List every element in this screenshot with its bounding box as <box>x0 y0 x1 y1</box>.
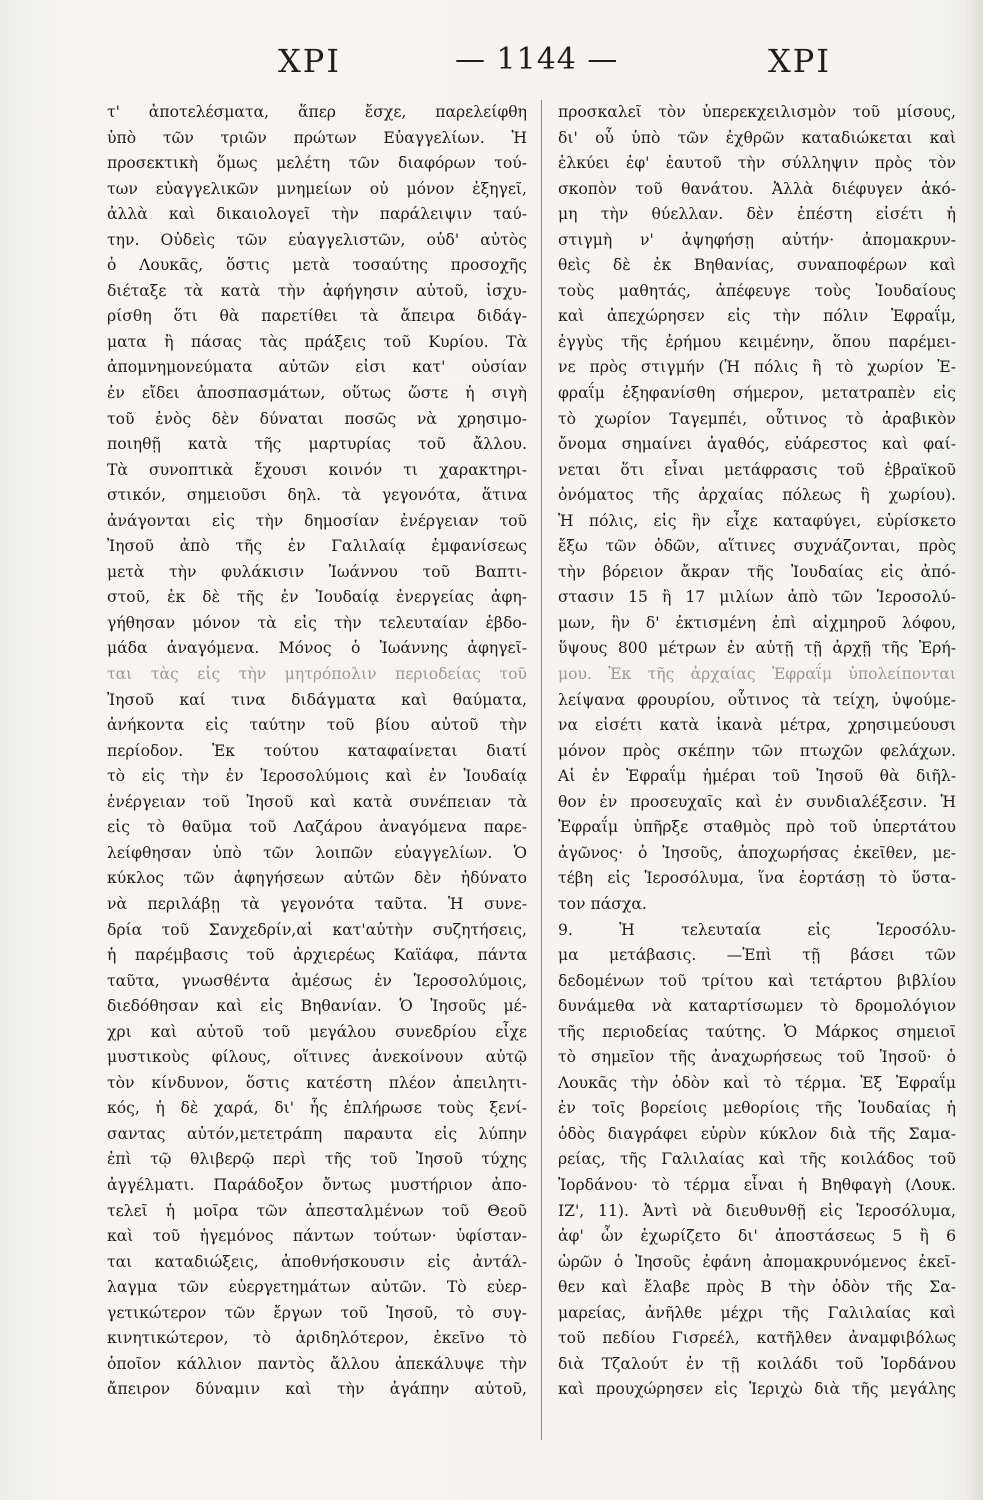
text-line: ται καταδιώξεις, ἀποθνήσκουσιν εἰς ἀντάλ- <box>107 1252 527 1271</box>
text-line: διεδόθησαν καὶ εἰς Βηθανίαν. Ὁ Ἰησοῦς μέ- <box>107 997 527 1016</box>
text-line: μυστικοὺς φίλους, οἵτινες ἀνεκοίνουν αὐτῷ <box>107 1048 527 1067</box>
text-line: ὀνόματος τῆς ἀρχαίας πόλεως ἢ χωρίου). <box>558 486 956 505</box>
text-line: ἀλλὰ καὶ δικαιολογεῖ τὴν παράλειψιν ταύ- <box>107 205 527 224</box>
text-line: Τὰ συνοπτικὰ ἔχουσι κοινόν τι χαρακτηρι- <box>107 460 527 479</box>
text-line: μαρείας, ἀνῆλθε μέχρι τῆς Γαλιλαίας καὶ <box>558 1303 956 1322</box>
text-line: ἀπομνημονεύματα αὐτῶν εἰσι κατ' οὐσίαν <box>107 358 527 377</box>
running-header <box>100 42 860 92</box>
text-line: ταῦτα, γνωσθέντα ἀμέσως ἐν Ἱεροσολύμοις, <box>107 971 527 990</box>
text-line: τὸ χωρίον Ταγεμπέι, οὗτινος τὸ ἀραβικὸν <box>558 409 956 428</box>
text-line: ὡρῶν ὁ Ἰησοῦς ἐφάνη ἀπομακρυνόμενος ἐκεῖ- <box>558 1252 956 1271</box>
text-line: ὑπὸ τῶν τριῶν πρώτων Εὐαγγελίων. Ἡ <box>107 128 527 147</box>
text-line: εἰς τὸ θαῦμα τοῦ Λαζάρου ἀναγόμενα παρε- <box>107 818 527 837</box>
text-line: 9. Ἡ τελευταία εἰς Ἱεροσόλυ- <box>558 920 956 939</box>
text-line: ἑλκύει ἐφ' ἑαυτοῦ τὴν σύλληψιν πρὸς τὸν <box>558 154 956 173</box>
text-line: θον ἐν προσευχαῖς καὶ ἐν συνδιαλέξεσιν. Ἡ <box>558 792 956 811</box>
left-text-column <box>107 100 527 1403</box>
text-line: λαγμα τῶν εὐεργετημάτων αὐτῶν. Τὸ εὐερ- <box>107 1278 527 1297</box>
text-line: δρία τοῦ Σανχεδρίν,αἱ κατ'αὐτὴν συζητήσεις, <box>107 920 527 939</box>
text-line: προσκαλεῖ τὸν ὑπερεκχειλισμὸν τοῦ μίσους, <box>558 103 956 121</box>
text-line: κινητικώτερον, τὸ ἀριδηλότερον, ἐκεῖνο τὸ <box>107 1329 527 1348</box>
text-line: μετὰ τὴν φυλάκισιν Ἰωάννου τοῦ Βαπτι- <box>107 562 527 581</box>
text-line: τὸ σημεῖον τῆς ἀναχωρήσεως τοῦ Ἰησοῦ· ὁ <box>558 1048 956 1067</box>
page-number: — 1144 — <box>455 42 619 77</box>
text-line: στοῦ, ἐκ δὲ τῆς ἐν Ἰουδαίᾳ ἐνεργείας ἀφη- <box>107 588 527 607</box>
text-line: καὶ τοῦ ἡγεμόνος πάντων τούτων· ὑφίσταν- <box>107 1227 527 1246</box>
text-line: κός, ἡ δὲ χαρά, δι' ἧς ἐπλήρωσε τοὺς ξενί- <box>107 1099 527 1118</box>
text-line: τέβη εἰς Ἱεροσόλυμα, ἵνα ἑορτάσῃ τὸ ὕστα- <box>558 869 956 888</box>
text-line: ἐγγὺς τῆς ἐρήμου κειμένην, ὅπου παρέμει- <box>558 332 956 351</box>
text-line: τὴν βόρειον ἄκραν τῆς Ἰουδαίας εἰς ἀπό- <box>558 562 956 581</box>
text-line: ΙΖ', 11). Ἀντὶ νὰ διευθυνθῇ εἰς Ἱεροσόλυμα, <box>558 1201 956 1220</box>
right-text-column <box>558 100 956 1403</box>
text-line: λείφθησαν ὑπὸ τῶν λοιπῶν εὐαγγελίων. Ὁ <box>107 843 527 862</box>
text-line: ρείας, τῆς Γαλιλαίας καὶ τῆς κοιλάδος τοῦ <box>558 1150 956 1169</box>
text-line: δυνάμεθα νὰ καταρτίσωμεν τὸ δρομολόγιον <box>558 997 956 1016</box>
text-line: νὰ περιλάβῃ τὰ γεγονότα ταῦτα. Ἡ συνε- <box>107 894 527 913</box>
text-line: τὸν κίνδυνον, ὅστις κατέστη πλέον ἀπειλητι- <box>107 1073 527 1092</box>
text-line: ἐν τοῖς βορείοις μεθορίοις τῆς Ἰουδαίας ἡ <box>558 1099 956 1118</box>
text-line: διέταξε τὰ κατὰ τὴν ἀφήγησιν αὐτοῦ, ἰσχυ- <box>107 281 527 300</box>
text-line: τῆς περιοδείας ταύτης. Ὁ Μάρκος σημειοῖ <box>558 1022 956 1041</box>
text-line: τὸ εἰς τὴν ἐν Ἱεροσολύμοις καὶ ἐν Ἰουδαίᾳ <box>107 767 527 786</box>
text-line: γήθησαν μόνον τὰ εἰς τὴν τελευταίαν ἑβδο- <box>107 613 527 632</box>
text-line: φραΐμ ἐξηφανίσθη σήμερον, μετατραπὲν εἰς <box>558 384 956 403</box>
text-line: Αἱ ἐν Ἐφραΐμ ἡμέραι τοῦ Ἰησοῦ θὰ διῆλ- <box>558 767 956 786</box>
text-line: Ἰησοῦ ἀπὸ τῆς ἐν Γαλιλαίᾳ ἐμφανίσεως <box>107 537 527 556</box>
text-line: τελεῖ ἡ μοῖρα τῶν ἀπεσταλμένων τοῦ Θεοῦ <box>107 1201 527 1220</box>
text-line: ὁδὸς διαγράφει εὐρὺν κύκλον διὰ τῆς Σαμα- <box>558 1124 956 1143</box>
text-line: ρίσθη ὅτι θὰ παρετίθει τὰ ἄπειρα διδάγ- <box>107 307 527 326</box>
text-line: μων, ἣν δ' ἐκτισμένη ἐπὶ αἰχμηροῦ λόφου, <box>558 613 956 632</box>
page-edge-shadow <box>965 0 983 1500</box>
text-line: τοὺς μαθητάς, ἀπέφευγε τοὺς Ἰουδαίους <box>558 281 956 300</box>
text-line: καὶ ἀπεχώρησεν εἰς τὴν πόλιν Ἐφραΐμ, <box>558 307 956 326</box>
text-line: Ἰορδάνου· τὸ τέρμα εἶναι ἡ Βηθφαγὴ (Λουκ. <box>558 1175 956 1194</box>
header-left-keyword: ΧΡΙ <box>278 42 341 80</box>
text-line: σκοπὸν τοῦ θανάτου. Ἀλλὰ διέφυγεν ἀκό- <box>558 179 956 198</box>
text-line: θεὶς δὲ ἐκ Βηθανίας, συναποφέρων καὶ <box>558 256 956 275</box>
text-line: ἀφ' ὧν ἐχωρίζετο δι' ἀποστάσεως 5 ἢ 6 <box>558 1227 956 1246</box>
text-line: τοῦ ἑνὸς δὲν δύναται ποσῶς νὰ χρησιμο- <box>107 409 527 428</box>
text-line: μα μετάβασις. —Ἐπὶ τῇ βάσει τῶν <box>558 946 956 965</box>
text-line: την. Οὐδεὶς τῶν εὐαγγελιστῶν, οὐδ' αὐτὸς <box>107 230 527 249</box>
text-line: ὄνομα σημαίνει ἀγαθός, εὐάρεστος καὶ φαί- <box>558 435 956 454</box>
text-line: νε πρὸς στιγμήν (Ἡ πόλις ἢ τὸ χωρίον Ἐ- <box>558 358 956 377</box>
text-line: θεν καὶ ἔλαβε πρὸς Β τὴν ὁδὸν τῆς Σα- <box>558 1278 956 1297</box>
text-line: των εὐαγγελικῶν μνημείων οὐ μόνον ἐξηγεῖ, <box>107 179 527 198</box>
text-line: ται τὰς εἰς τὴν μητρόπολιν περιοδείας τοῦ <box>107 665 527 684</box>
text-line: ἐπὶ τῷ θλιβερῷ περὶ τῆς τοῦ Ἰησοῦ τύχης <box>107 1150 527 1169</box>
text-line: ἡ παρέμβασις τοῦ ἀρχιερέως Καϊάφα, πάντα <box>107 946 527 965</box>
text-line: ἐν εἴδει ἀποσπασμάτων, οὕτως ὥστε ἡ σιγὴ <box>107 384 527 403</box>
text-line: ἄπειρον δύναμιν καὶ τὴν ἀγάπην αὐτοῦ, <box>107 1380 527 1399</box>
text-line: λείψανα φρουρίου, οὗτινος τὰ τείχη, ὑψούμε- <box>558 690 956 709</box>
text-line: τ' ἀποτελέσματα, ἅπερ ἔσχε, παρελείφθη <box>107 103 527 121</box>
text-line: να εἰσέτι κατὰ ἱκανὰ μέτρα, χρησιμεύουσι <box>558 716 956 735</box>
text-line: δι' οὗ ὑπὸ τῶν ἐχθρῶν καταδιώκεται καὶ <box>558 128 956 147</box>
text-line: κύκλος τῶν ἀφηγήσεων αὐτῶν δὲν ἠδύνατο <box>107 869 527 888</box>
text-line: Ἡ πόλις, εἰς ἣν εἶχε καταφύγει, εὑρίσκετο <box>558 511 956 530</box>
text-line: τον πάσχα. <box>558 894 647 913</box>
text-line: ὁποῖον κάλλιον παντὸς ἄλλου ἀπεκάλυψε τὴν <box>107 1354 527 1373</box>
text-line: στιγμὴ ν' ἀψηφήσῃ αὐτήν· ἀπομακρυν- <box>558 230 956 249</box>
text-line: μόνον πρὸς σκέπην τῶν πτωχῶν φελάχων. <box>558 741 956 760</box>
text-line: στασιν 15 ἢ 17 μιλίων ἀπὸ τῶν Ἱεροσολύ- <box>558 588 956 607</box>
text-line: μάδα ἀναγόμενα. Μόνος ὁ Ἰωάννης ἀφηγεῖ- <box>107 639 527 658</box>
text-line: καὶ προυχώρησεν εἰς Ἱεριχὼ διὰ τῆς μεγάλης <box>558 1380 956 1399</box>
text-line: τοῦ πεδίου Γισρεέλ, κατῆλθεν ἀναμφιβόλως <box>558 1329 956 1348</box>
text-line: ὁ Λουκᾶς, ὅστις μετὰ τοσαύτης προσοχῆς <box>107 256 527 275</box>
text-line: ἐνέργειαν τοῦ Ἰησοῦ καὶ κατὰ συνέπειαν τὰ <box>107 792 527 811</box>
text-line: σαντας αὐτόν,μετετράπη παραυτα εἰς λύπην <box>107 1124 527 1143</box>
text-line: διὰ Τζαλούτ ἐν τῇ κοιλάδι τοῦ Ἰορδάνου <box>558 1354 956 1373</box>
text-line: ἀνάγονται εἰς τὴν δημοσίαν ἐνέργειαν τοῦ <box>107 511 527 530</box>
text-line: ματα ἢ πάσας τὰς πράξεις τοῦ Κυρίου. Τὰ <box>107 332 527 351</box>
column-divider <box>541 100 542 1440</box>
text-line: Ἰησοῦ καί τινα διδάγματα καὶ θαύματα, <box>107 690 527 709</box>
text-line: ἀγγέλματι. Παράδοξον ὄντως μυστήριον ἀπο- <box>107 1175 527 1194</box>
text-line: νεται ὅτι εἶναι μετάφρασις τοῦ ἑβραϊκοῦ <box>558 460 956 479</box>
text-line: ὕψους 800 μέτρων ἐν αὐτῇ τῇ ἀρχῇ τῆς Ἐρή- <box>558 639 956 658</box>
text-line: δεδομένων τοῦ τρίτου καὶ τετάρτου βιβλίου <box>558 971 956 990</box>
text-line: μου. Ἐκ τῆς ἀρχαίας Ἐφραΐμ ὑπολείπονται <box>558 665 956 684</box>
text-line: ποιηθῇ κατὰ τῆς μαρτυρίας τοῦ ἄλλου. <box>107 435 527 454</box>
text-line: χρι καὶ αὐτοῦ τοῦ μεγάλου συνεδρίου εἶχε <box>107 1022 527 1041</box>
header-right-keyword: ΧΡΙ <box>768 42 831 80</box>
text-line: ἔξω τῶν ὁδῶν, αἵτινες συχνάζονται, πρὸς <box>558 537 956 556</box>
text-line: Ἐφραΐμ ὑπῆρξε σταθμὸς πρὸ τοῦ ὑπερτάτου <box>558 818 956 837</box>
text-line: περίοδον. Ἐκ τούτου καταφαίνεται διατί <box>107 741 527 760</box>
text-line: προσεκτικὴ ὅμως μελέτη τῶν διαφόρων τού- <box>107 154 527 173</box>
text-line: γετικώτερον τῶν ἔργων τοῦ Ἰησοῦ, τὸ συγ- <box>107 1303 527 1322</box>
text-line: ἀγῶνος· ὁ Ἰησοῦς, ἀποχωρήσας ἐκεῖθεν, με- <box>558 843 956 862</box>
text-line: μη τὴν θύελλαν. δὲν ἐπέστη εἰσέτι ἡ <box>558 205 956 224</box>
text-line: στικόν, σημειοῦσι δηλ. τὰ γεγονότα, ἅτινα <box>107 486 527 505</box>
text-line: Λουκᾶς τὴν ὁδὸν καὶ τὸ τέρμα. Ἐξ Ἐφραΐμ <box>558 1073 956 1092</box>
text-line: ἀνήκοντα εἰς ταύτην τοῦ βίου αὐτοῦ τὴν <box>107 716 527 735</box>
